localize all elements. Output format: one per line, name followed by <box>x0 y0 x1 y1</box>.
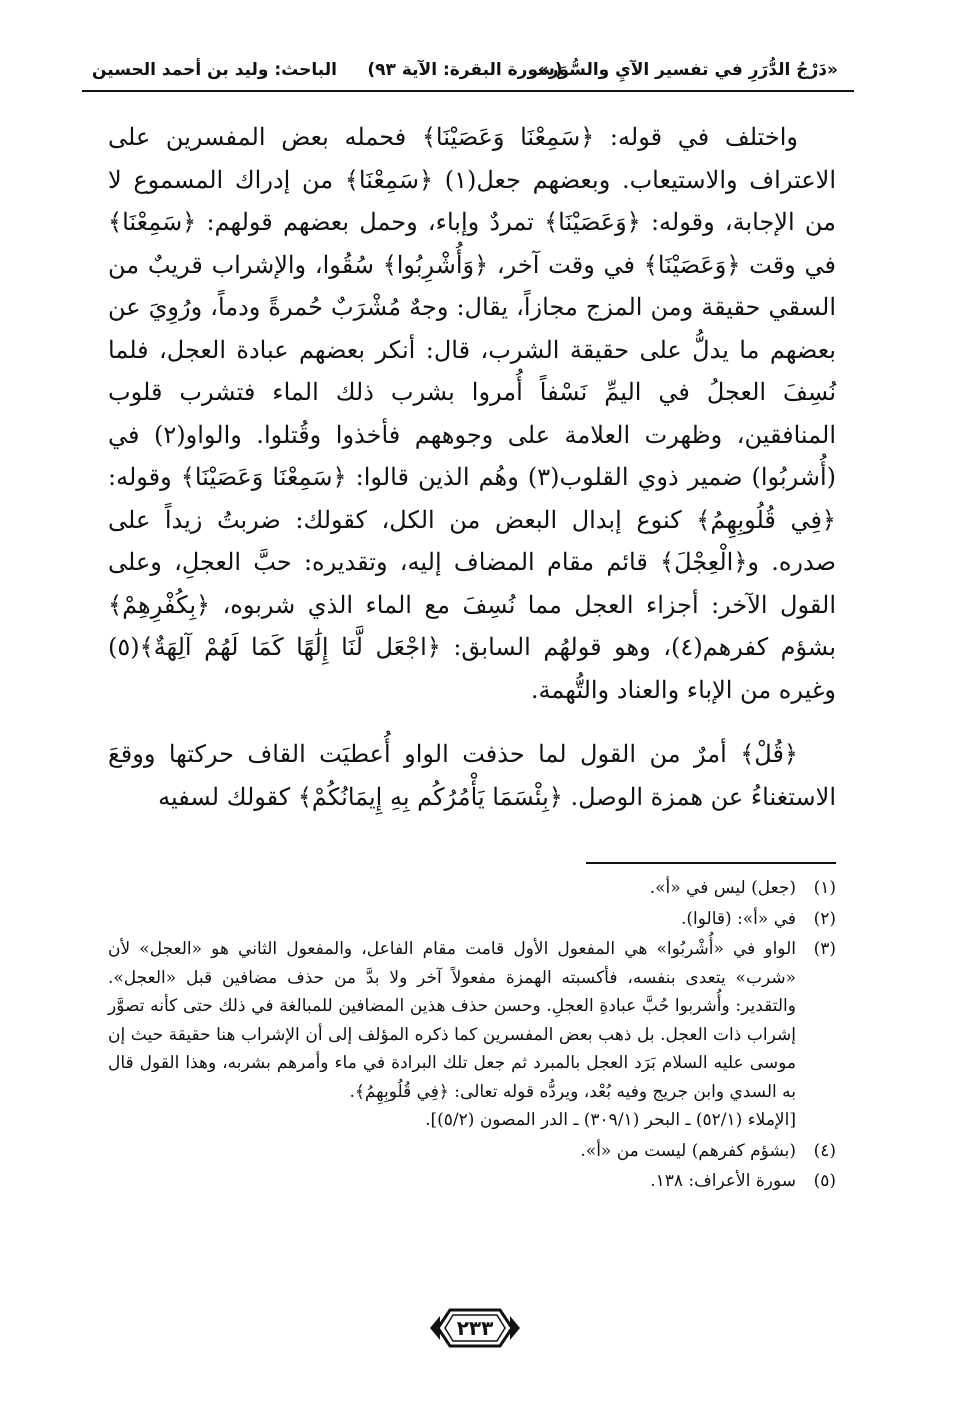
footnote-1 <box>108 874 836 903</box>
main-text <box>108 116 836 818</box>
footnote-2 <box>108 905 836 934</box>
book-title: «دَرْجُ الدُّرَرِ في تفسير الآيِ والسُّوَر» <box>537 60 838 80</box>
footnote-text: سورة الأعراف: ١٣٨. <box>650 1171 796 1191</box>
surah-reference: (سورة البقرة: الآية ٩٣) <box>367 60 563 80</box>
footnote-number: (٤) <box>813 1140 836 1161</box>
footnote-number: (٥) <box>813 1171 836 1191</box>
footnote-text: الواو في «أُشْربُوا» هي المفعول الأول قامت مقام الفاعل، والمفعول الثاني هو «العجل» لأن «شرب» يتعدى بنفسه، فأكسبته الهمزة مفعولاً آخر ولا بدَّ من حذف مضافين قبل «العجل». والتقدير: وأُشربوا حُبَّ عبادةِ العجلِ. وحسن حذف هذين المضافين للمبالغة في ذلك حتى كأنه تصوَّر إشراب ذات العجل. بل ذهب بعض المفسرين كما ذكره المؤلف إلى أن الإشراب هنا حقيقة حيث إن موسى عليه السلام بَرَد العجل بالمبرد ثم جعل تلك البرادة في ماء وأمرهم بشربه، وهذا القول قال به السدي وابن جريج وفيه بُعْد، ويردُّه قوله تعالى: ﴿فِي قُلُوبِهِمُ﴾. <box>108 939 796 1102</box>
researcher-name: الباحث: وليد بن أحمد الحسين <box>92 60 337 80</box>
footnote-divider <box>586 862 836 864</box>
footnote-text: في «أ»: (قالوا). <box>680 908 796 929</box>
footnote-3 <box>108 935 836 1135</box>
paragraph-2: ﴿قُلْ﴾ أمرٌ من القول لما حذفت الواو أُعطيَت القاف حركتها ووقعَ الاستغناءُ عن همزة الوصل. ﴿بِئْسَمَا يَأْمُرُكُم بِهِ إِيمَانُكُمْ﴾ كقولك لسفيه <box>108 740 836 811</box>
footnote-text: (بشؤم كفرهم) ليست من «أ». <box>580 1140 796 1161</box>
footnotes <box>108 874 836 1198</box>
footnote-number: (٢) <box>813 908 836 929</box>
footnote-number: (٣) <box>813 939 836 959</box>
page-number-ornament <box>428 1306 522 1350</box>
footnote-4 <box>108 1137 836 1166</box>
footnote-references: [الإملاء (٥٢/١) ـ البحر (٣٠٩/١) ـ الدر المصون (٥/٢)]. <box>425 1110 796 1130</box>
page-number: ٢٣٣ <box>456 1316 494 1340</box>
footnote-5 <box>108 1167 836 1196</box>
running-header <box>92 52 838 92</box>
paragraph-1: واختلف في قوله: ﴿سَمِعْنَا وَعَصَيْنَا﴾ فحمله بعض المفسرين على الاعتراف والاستيعاب. وبعضهم جعل(١) ﴿سَمِعْنَا﴾ من إدراك المسموع لا من الإجابة، وقوله: ﴿وَعَصَيْنَا﴾ تمردٌ وإباء، وحمل بعضهم قولهم: ﴿سَمِعْنَا﴾ في وقت ﴿وَعَصَيْنَا﴾ في وقت آخر، ﴿وَأُشْرِبُوا﴾ سُقُوا، والإشراب قريبٌ من السقي حقيقة ومن المزج مجازاً، يقال: وجهٌ مُشْرَبٌ حُمرةً ودماً، ورُوِيَ عن بعضهم ما يدلُّ على حقيقة الشرب، قال: أنكر بعضهم عبادة العجل، فلما نُسِفَ العجلُ في اليمِّ نَسْفاً أُمروا بشرب ذلك الماء فتشرب قلوب المنافقين، وظهرت العلامة على وجوههم فأخذوا وقُتلوا. والواو(٢) في (أُشربُوا) ضمير ذوي القلوب(٣) وهُم الذين قالوا: ﴿سَمِعْنَا وَعَصَيْنَا﴾ وقوله: ﴿فِي قُلُوبِهِمُ﴾ كنوع إبدال البعض من الكل، كقولك: ضربتُ زيداً على صدره. و﴿الْعِجْلَ﴾ قائم مقام المضاف إليه، وتقديره: حبَّ العجلِ، وعلى القول الآخر: أجزاء العجل مما نُسِفَ مع الماء الذي شربوه، ﴿بِكُفْرِهِمْ﴾ بشؤم كفرهم(٤)، وهو قولهُم السابق: ﴿اجْعَل لَّنَا إِلَٰهًا كَمَا لَهُمْ آلِهَةٌ﴾(٥) وغيره من الإباء والعناد والتُّهمة. <box>108 123 837 704</box>
footnote-text: (جعل) ليس في «أ». <box>649 878 796 898</box>
footnote-number: (١) <box>813 878 836 898</box>
header-divider <box>82 90 854 92</box>
